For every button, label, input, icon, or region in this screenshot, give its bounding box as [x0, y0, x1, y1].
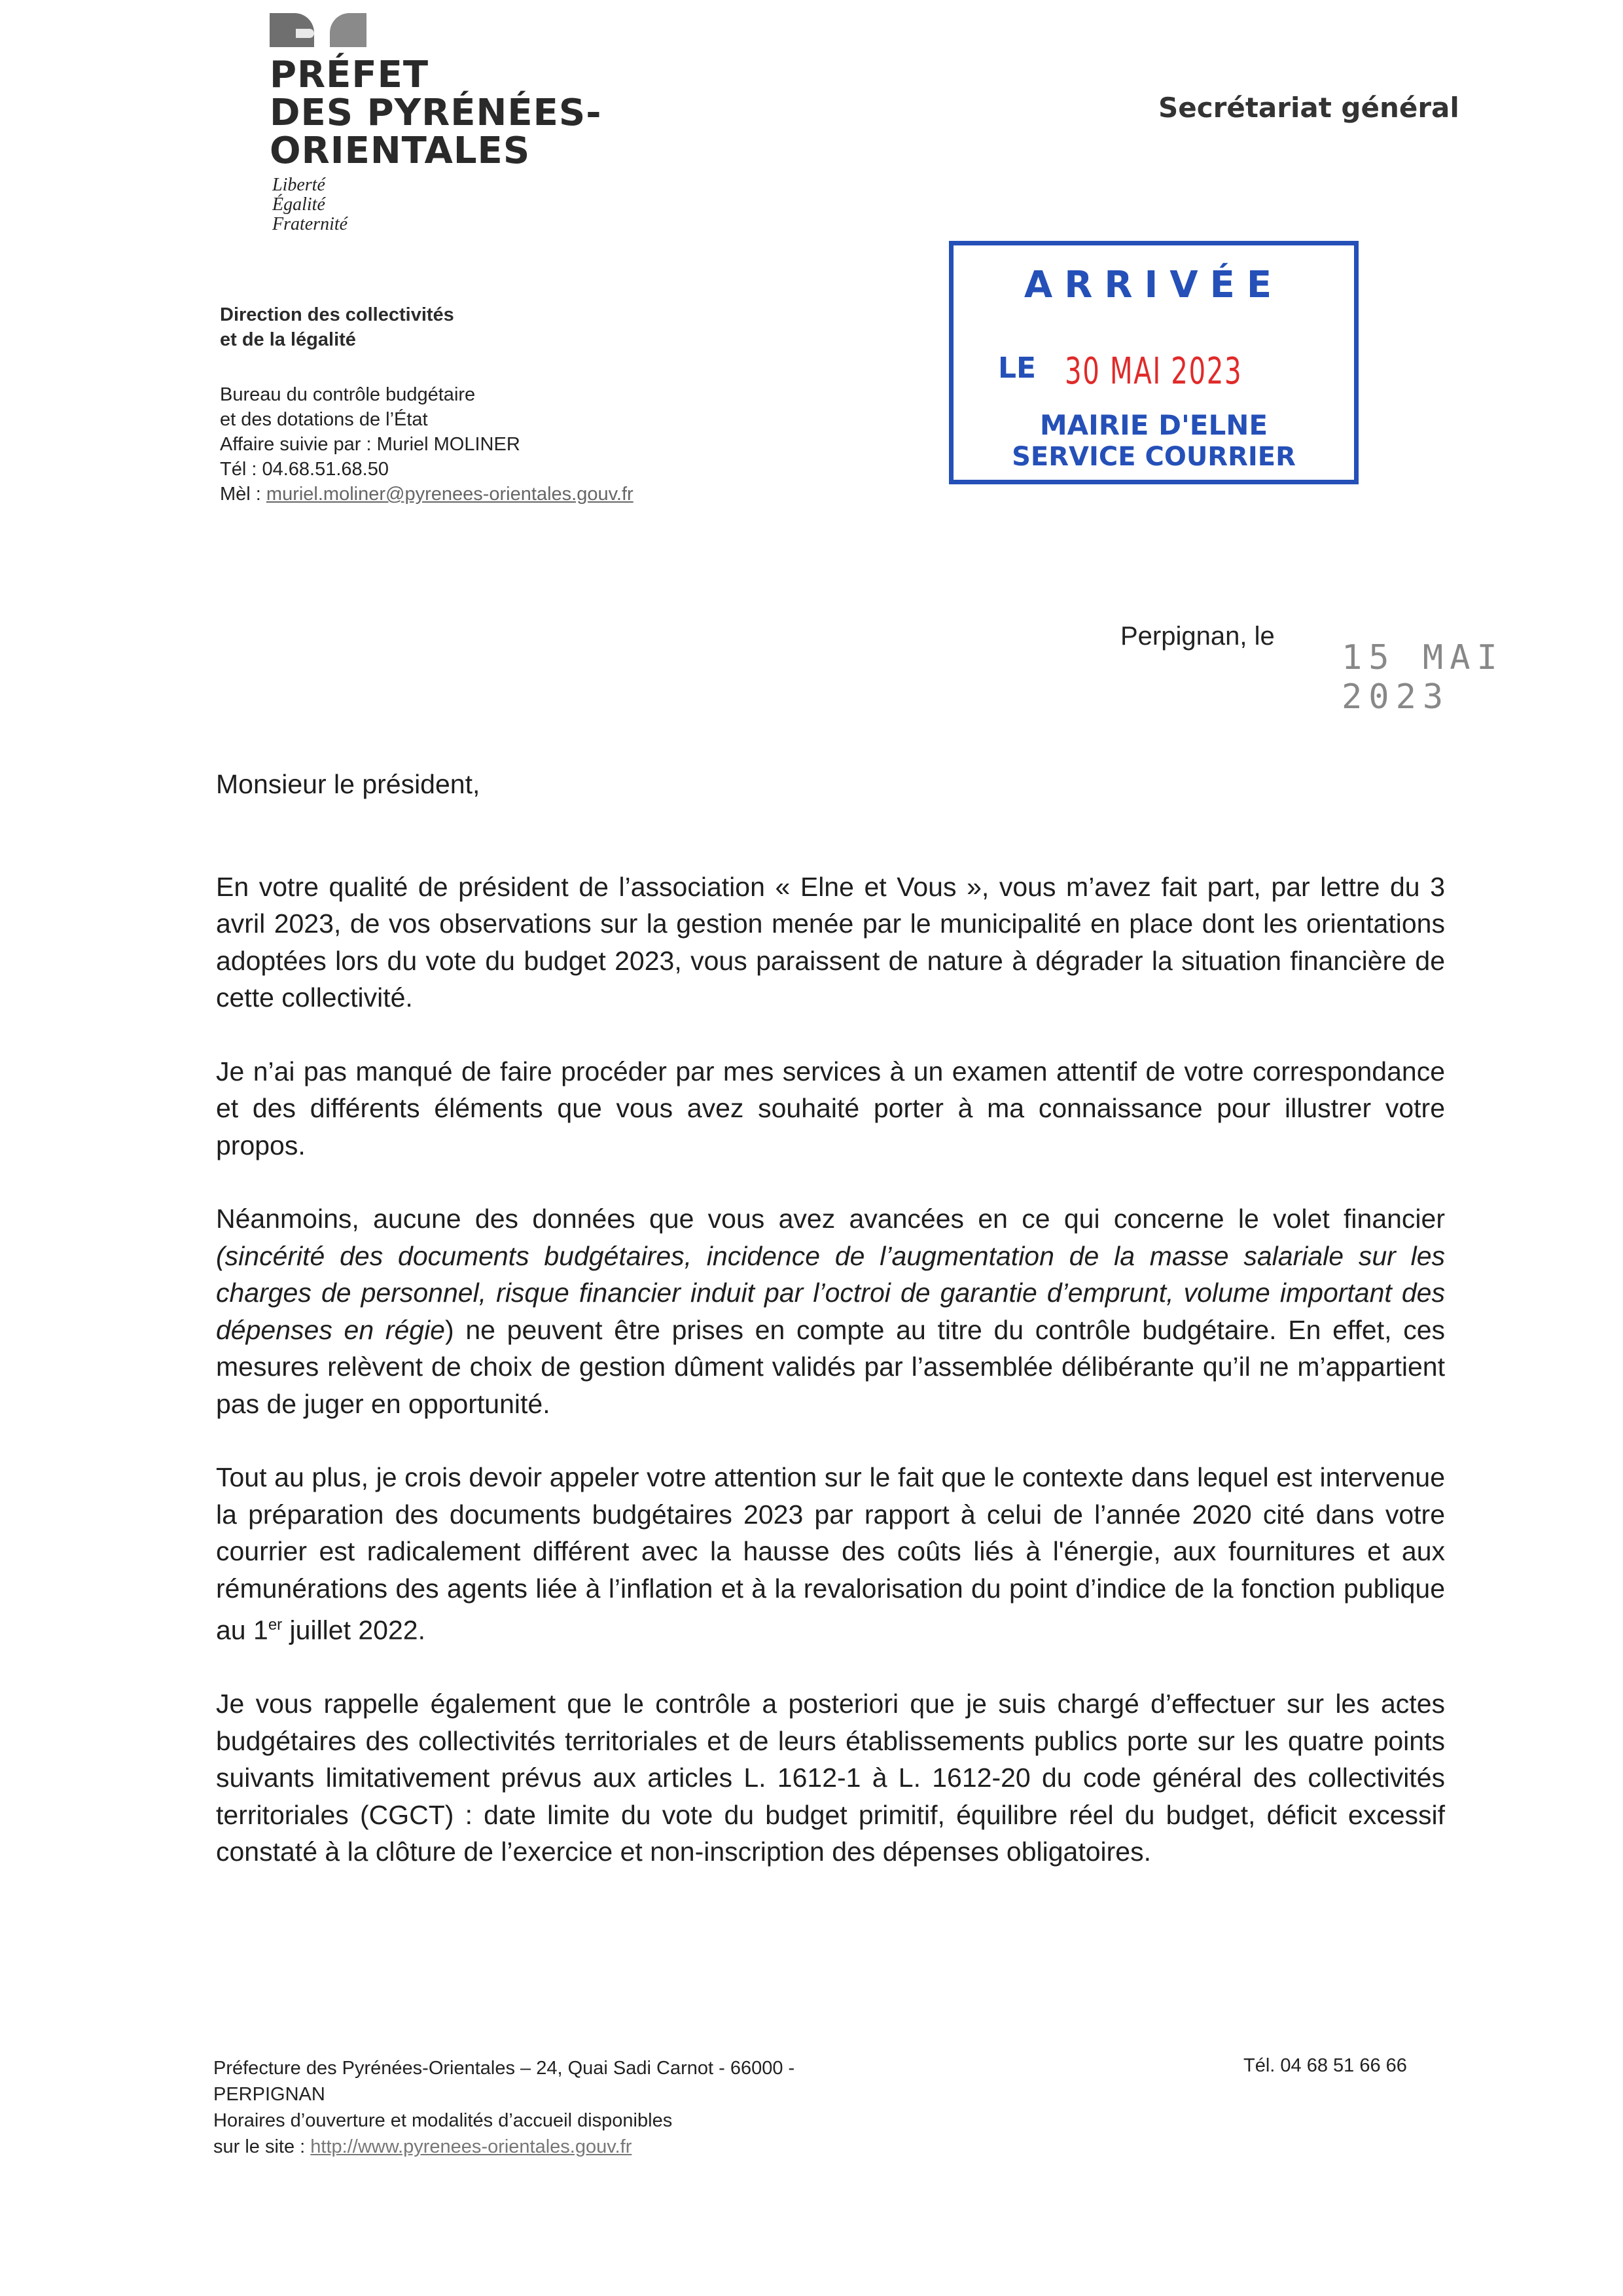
text: Tout au plus, je crois devoir appeler votre attention sur le fait que le contexte dans lequel est intervenue la préparation des documents budgétaires 2023 par rapport à celui de l’année 2020 cité dans votre courrier est radicalement différent avec la hausse des coûts liés à l'énergie, aux fournitures et aux rémunérations des agents liée à l’inflation et à la revalorisation du point d’indice de la fonction publique au 1 — [216, 1462, 1445, 1645]
paragraph: En votre qualité de président de l’association « Elne et Vous », vous m’avez fait part, par lettre du 3 avril 2023, de vos observations sur la gestion menée par le municipalité en place dont les orientations adoptées lors du vote du budget 2023, vous paraissent de nature à dégrader la situation financière de cette collectivité. — [216, 871, 1445, 1013]
institution-line: PRÉFET — [270, 54, 429, 96]
affaire-suivie: Affaire suivie par : Muriel MOLINER — [220, 434, 520, 455]
footer-phone: Tél. 04 68 51 66 66 — [1243, 2055, 1407, 2076]
letter-body — [216, 766, 1445, 1907]
department-title: Secrétariat général — [1158, 92, 1459, 124]
paragraph — [216, 1459, 1445, 1649]
paragraph: Je n’ai pas manqué de faire procéder par mes services à un examen attentif de votre correspondance et des différents éléments que vous avez souhaité porter à ma connaissance pour illustrer votre propos. — [216, 1056, 1445, 1160]
marianne-logo-icon — [270, 13, 366, 47]
italic-text: (sincérité des documents budgétaires, incidence de l’augmentation de la masse salariale sur les charges de personnel, risque financier induit par l’octroi de garantie d’emprunt, volume important des dépenses en régie — [216, 1240, 1445, 1345]
motto-line: Liberté — [272, 175, 325, 195]
bureau-line: et des dotations de l’État — [220, 409, 428, 430]
sender-phone: Tél : 04.68.51.68.50 — [220, 459, 389, 480]
stamp-service: SERVICE COURRIER — [1012, 442, 1296, 472]
paragraph: Je vous rappelle également que le contrôle a posteriori que je suis chargé d’effectuer sur les actes budgétaires des collectivités territoriales et de leurs établissements publics porte sur les quatre points suivants limitativement prévus aux articles L. 1612-1 à L. 1612-20 du code général des collectivités territoriales (CGCT) : date limite du vote du budget primitif, équilibre réel du budget, déficit excessif constaté à la clôture de l’exercice et non-inscription des dépenses obligatoires. — [216, 1689, 1445, 1867]
dateline-place: Perpignan, le — [1120, 622, 1275, 651]
motto-line: Fraternité — [272, 214, 348, 234]
sender-email-row — [220, 482, 633, 507]
dateline-date-stamp: 15 MAI 2023 — [1342, 638, 1504, 717]
email-label: Mèl : — [220, 484, 266, 505]
arrival-stamp — [949, 241, 1359, 484]
email-link[interactable]: muriel.moliner@pyrenees-orientales.gouv.fr — [266, 484, 633, 505]
salutation: Monsieur le président, — [216, 769, 480, 799]
footer-line: Préfecture des Pyrénées-Orientales – 24, Quai Sadi Carnot - 66000 - — [213, 2058, 795, 2079]
superscript: er — [268, 1616, 283, 1634]
paragraph — [216, 1200, 1445, 1422]
direction-line: Direction des collectivités — [220, 304, 454, 325]
text: ) ne peuvent être prises en compte au titre du contrôle budgétaire. En effet, ces mesures relèvent de choix de gestion dûment validés par l’assemblée délibérante qu’il ne m’appartient pas de juger en opportunité. — [216, 1314, 1445, 1419]
stamp-le: LE — [998, 351, 1037, 385]
footer-site-row — [213, 2134, 966, 2160]
motto — [272, 175, 348, 234]
text: Néanmoins, aucune des données que vous avez avancées en ce qui concerne le volet financier — [216, 1204, 1445, 1234]
institution-title — [270, 56, 601, 170]
direction-block — [220, 302, 454, 352]
motto-line: Égalité — [272, 194, 325, 215]
stamp-title: ARRIVÉE — [1024, 264, 1284, 306]
bureau-line: Bureau du contrôle budgétaire — [220, 384, 476, 405]
stamp-org: MAIRIE D'ELNE — [1039, 409, 1268, 441]
institution-line: ORIENTALES — [270, 130, 531, 172]
site-link[interactable]: http://www.pyrenees-orientales.gouv.fr — [310, 2136, 632, 2157]
site-label: sur le site : — [213, 2136, 311, 2157]
footer-address — [213, 2055, 966, 2160]
text: juillet 2022. — [282, 1615, 425, 1645]
stamp-date: 30 MAI 2023 — [1065, 350, 1243, 393]
institution-line: DES PYRÉNÉES- — [270, 92, 602, 134]
bureau-block — [220, 382, 633, 507]
footer-line: Horaires d’ouverture et modalités d’accueil disponibles — [213, 2110, 673, 2131]
direction-line: et de la légalité — [220, 329, 356, 350]
footer-line: PERPIGNAN — [213, 2084, 325, 2105]
